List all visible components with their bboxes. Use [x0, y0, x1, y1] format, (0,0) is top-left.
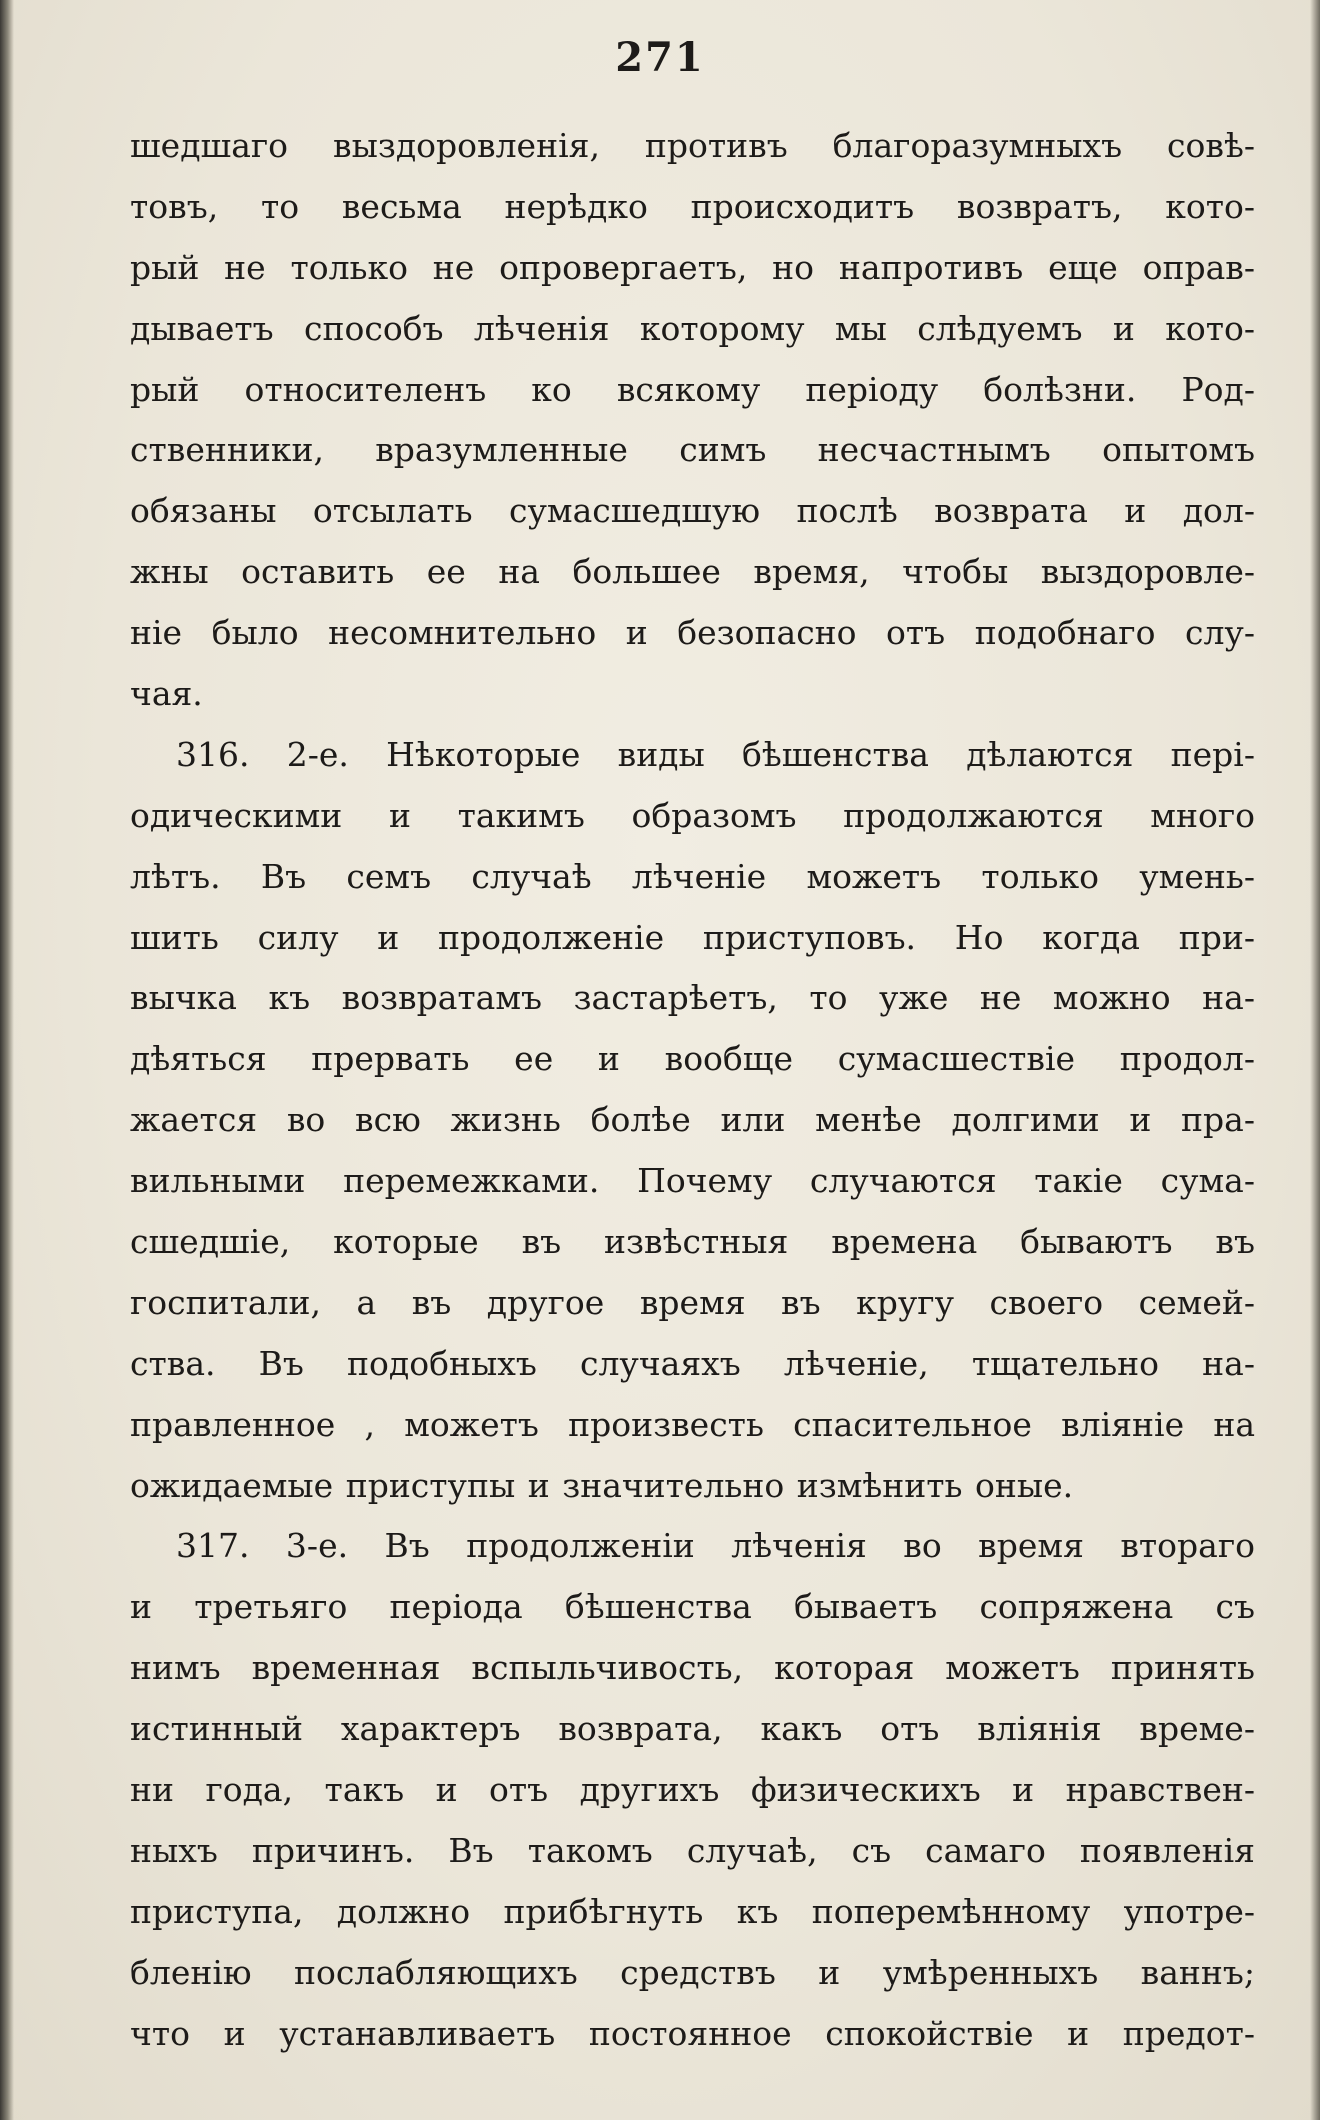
text-line: нимъ временная вспыльчивость, которая можетъ принять [130, 1648, 1255, 1688]
text-line: истинный характеръ возврата, какъ отъ вліянія време- [130, 1709, 1255, 1749]
body-text [130, 116, 1255, 2065]
text-line: шедшаго выздоровленія, противъ благоразумныхъ совѣ- [130, 126, 1255, 165]
text-line: шить силу и продолженіе приступовъ. Но когда при- [130, 917, 1255, 957]
text-line: обязаны отсылать сумасшедшую послѣ возврата и дол- [130, 491, 1255, 531]
paragraph-316-start: 316. 2-е. Нѣкоторые виды бѣшенства дѣлаются пері- [176, 734, 1255, 774]
text-line: вычка къ возвратамъ застарѣетъ, то уже не можно на- [130, 978, 1255, 1018]
text-line: бленію послабляющихъ средствъ и умѣренныхъ ваннъ; [130, 1952, 1255, 1992]
text-line: рый относителенъ ко всякому періоду болѣзни. Род- [130, 369, 1255, 409]
text-line: сшедшіе, которые въ извѣстныя времена бываютъ въ [130, 1222, 1255, 1262]
text-line: рый не только не опровергаетъ, но напротивъ еще оправ- [130, 247, 1255, 287]
text-line: ства. Въ подобныхъ случаяхъ лѣченіе, тщательно на- [130, 1343, 1255, 1383]
paragraph-317-start: 317. 3-е. Въ продолженіи лѣченія во время втораго [176, 1526, 1255, 1566]
text-line: ни года, такъ и отъ другихъ физическихъ и нравствен- [130, 1770, 1255, 1810]
text-line: дѣяться прервать ее и вообще сумасшествіе продол- [130, 1039, 1255, 1079]
text-line: дываетъ способъ лѣченія которому мы слѣдуемъ и кото- [130, 308, 1255, 348]
text-line: ныхъ причинъ. Въ такомъ случаѣ, съ самаго появленія [130, 1830, 1255, 1870]
text-line: ственники, вразумленные симъ несчастнымъ опытомъ [130, 430, 1255, 470]
text-line: приступа, должно прибѣгнуть къ поперемѣнному употре- [130, 1891, 1255, 1931]
text-line: товъ, то весьма нерѣдко происходитъ возвратъ, кото- [130, 186, 1255, 226]
text-line: вильными перемежками. Почему случаются такіе сума- [130, 1161, 1255, 1201]
text-line: что и устанавливаетъ постоянное спокойствіе и предот- [130, 2013, 1255, 2053]
text-line: и третьяго періода бѣшенства бываетъ сопряжена съ [130, 1587, 1255, 1627]
text-line: жается во всю жизнь болѣе или менѣе долгими и пра- [130, 1100, 1255, 1140]
page-edge-shadow [1310, 0, 1320, 2120]
page-edge-shadow [0, 0, 14, 2120]
text-line: ніе было несомнительно и безопасно отъ подобнаго слу- [130, 613, 1255, 653]
text-line: ожидаемые приступы и значительно измѣнить оные. [130, 1465, 1074, 1505]
text-line: чая. [130, 674, 203, 714]
text-line: правленное , можетъ произвесть спасительное вліяніе на [130, 1404, 1255, 1444]
text-line: одическими и такимъ образомъ продолжаются много [130, 795, 1255, 835]
text-line: госпитали, а въ другое время въ кругу своего семей- [130, 1282, 1255, 1322]
text-line: лѣтъ. Въ семъ случаѣ лѣченіе можетъ только умень- [130, 856, 1255, 896]
text-line: жны оставить ее на большее время, чтобы выздоровле- [130, 552, 1255, 592]
page-number: 271 [615, 34, 705, 81]
